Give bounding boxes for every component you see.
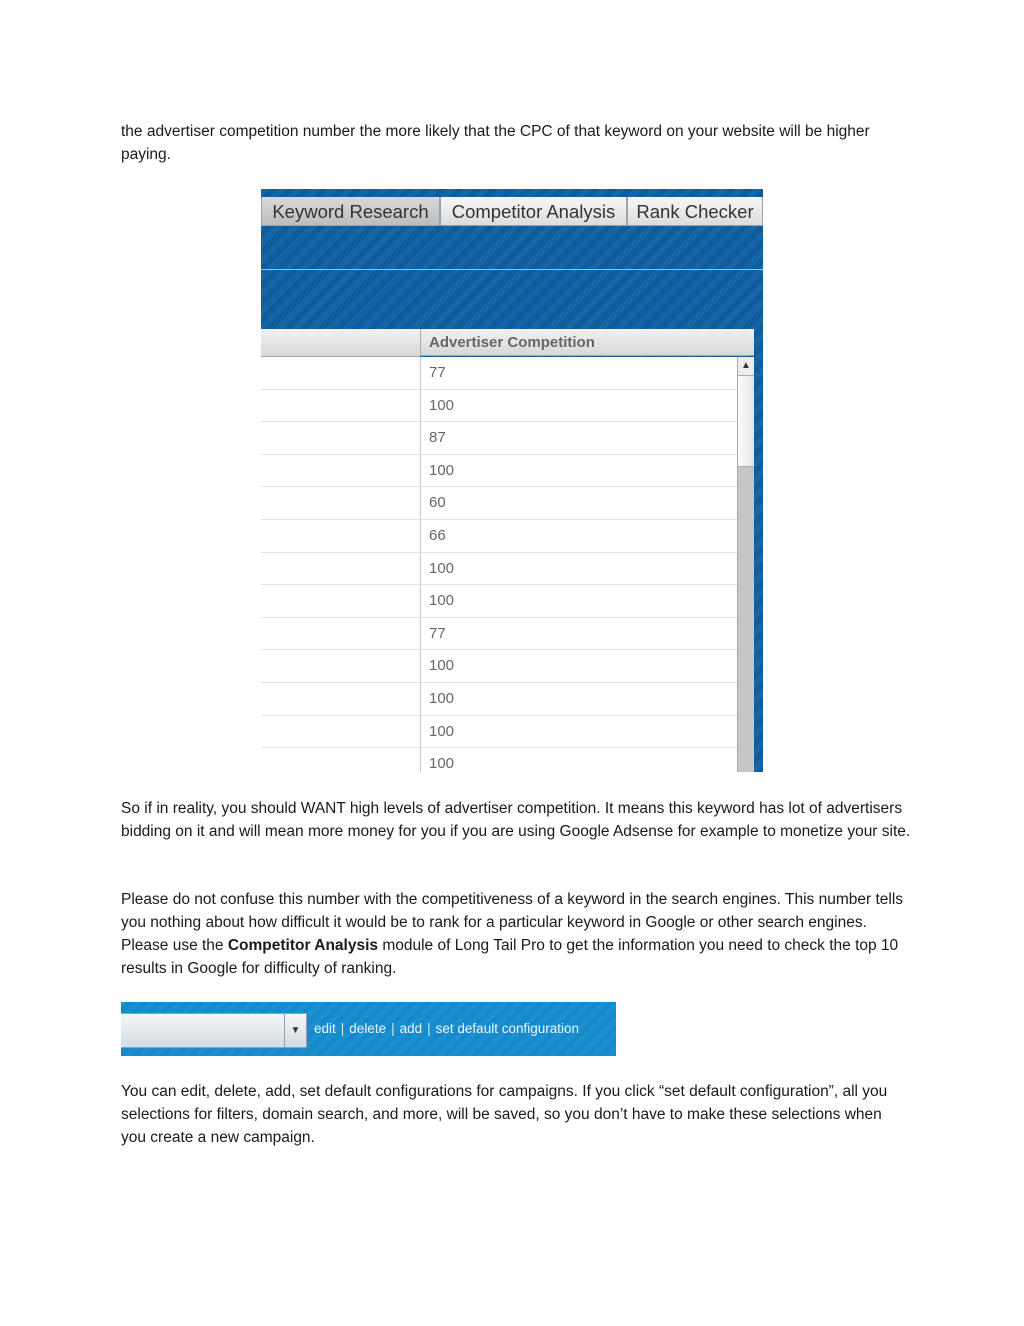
advertiser-competition-cell: 100	[429, 396, 455, 414]
advertiser-competition-cell: 100	[429, 755, 455, 772]
scrollbar-thumb[interactable]	[738, 376, 754, 467]
advertiser-competition-cell: 100	[429, 592, 455, 610]
table-row[interactable]	[261, 487, 737, 520]
paragraph-1: the advertiser competition number the more likely that the CPC of that keyword on your website will be higher paying.	[121, 123, 870, 163]
divider	[261, 269, 763, 270]
table-row[interactable]	[261, 553, 737, 586]
triangle-up-icon[interactable]: ▲	[738, 357, 754, 376]
competitor-analysis-emphasis: Competitor Analysis	[227, 937, 379, 954]
table-row[interactable]	[261, 748, 737, 772]
advertiser-competition-cell: 60	[429, 494, 446, 512]
column-header-advertiser-competition[interactable]: Advertiser Competition	[420, 329, 754, 356]
link-separator: |	[391, 1021, 395, 1036]
tab-bar	[261, 197, 763, 227]
table-row[interactable]	[261, 455, 737, 488]
vertical-scrollbar[interactable]	[737, 357, 754, 772]
paragraph-3	[121, 888, 911, 980]
table-row[interactable]	[261, 390, 737, 423]
tab-competitor-analysis[interactable]: Competitor Analysis	[440, 197, 627, 226]
link-separator: |	[340, 1021, 345, 1036]
keyword-tool-screenshot	[261, 189, 763, 772]
advertiser-competition-cell: 100	[429, 461, 455, 479]
add-link[interactable]: add	[399, 1021, 423, 1036]
column-header-empty[interactable]	[261, 329, 420, 357]
delete-link[interactable]: delete	[349, 1021, 387, 1036]
table-row[interactable]	[261, 422, 737, 455]
tab-keyword-research[interactable]: Keyword Research	[261, 197, 440, 226]
campaign-links	[314, 1002, 579, 1056]
advertiser-competition-cell: 100	[429, 690, 455, 707]
advertiser-competition-cell: 66	[429, 527, 446, 544]
table-row[interactable]	[261, 520, 737, 553]
table-row[interactable]	[261, 357, 737, 390]
campaign-toolbar-screenshot	[121, 1002, 616, 1056]
table-row[interactable]	[261, 716, 737, 749]
table-row[interactable]	[261, 650, 737, 683]
link-separator: |	[427, 1021, 431, 1036]
campaign-select[interactable]	[121, 1013, 307, 1048]
paragraph-3-text-a: Please do not confuse this number with the competitiveness of a keyword in the search engines. This number tells you nothing about how difficult it would be to rank for a particular keyword in Google or other search engines. Please use the	[121, 891, 904, 954]
table-row[interactable]	[261, 585, 737, 618]
table-body	[261, 357, 737, 772]
advertiser-competition-cell: 87	[429, 429, 446, 447]
paragraph-3-text-b: module of Long Tail Pro to get the information you need to check the top 10 results in Google for difficulty of ranking.	[121, 937, 899, 977]
paragraph-4: You can edit, delete, add, set default configurations for campaigns. If you click “set default configuration”, all you selections for filters, domain search, and more, will be saved, so you don’t have to make these selections when you create a new campaign.	[121, 1083, 888, 1146]
tab-rank-checker[interactable]: Rank Checker	[627, 197, 763, 226]
advertiser-competition-cell: 100	[429, 559, 455, 577]
set-default-configuration-link[interactable]: set default configuration	[435, 1021, 580, 1036]
results-table	[261, 329, 763, 772]
advertiser-competition-cell: 100	[429, 657, 455, 675]
table-row[interactable]	[261, 618, 737, 651]
advertiser-competition-cell: 100	[429, 722, 455, 740]
chevron-down-icon[interactable]: ▼	[284, 1013, 307, 1048]
edit-link[interactable]: edit	[314, 1021, 336, 1036]
advertiser-competition-cell: 77	[429, 624, 446, 642]
paragraph-2: So if in reality, you should WANT high levels of advertiser competition. It means this keyword has lot of advertisers bidding on it and will mean more money for you if you are using Google Adsense for example to monetize your site.	[121, 800, 911, 840]
table-row[interactable]	[261, 683, 737, 716]
advertiser-competition-cell: 77	[429, 364, 446, 381]
